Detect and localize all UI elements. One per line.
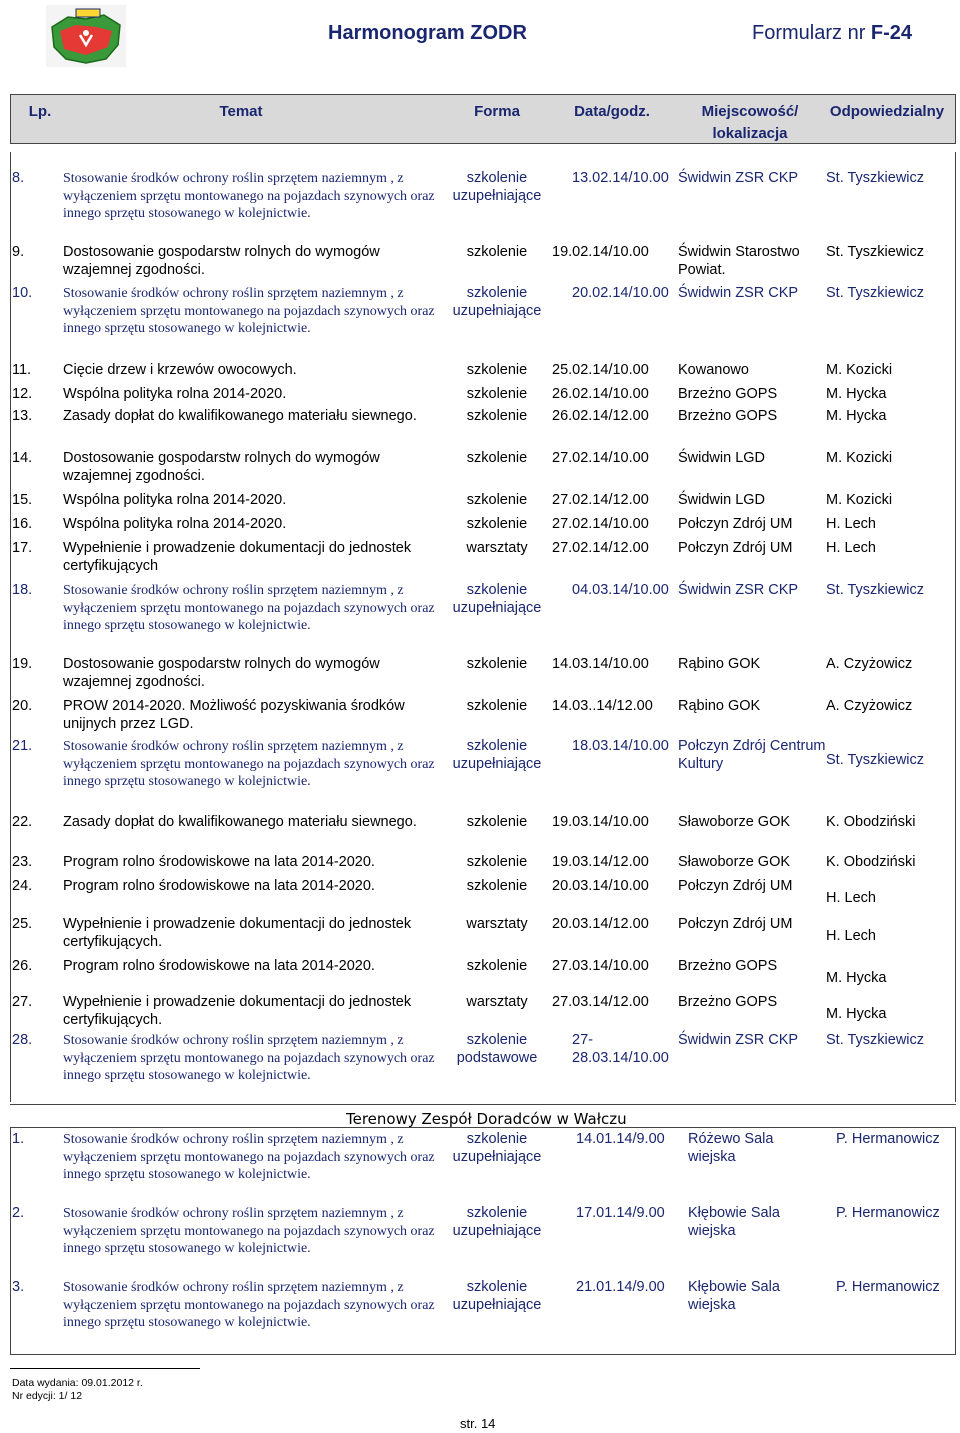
row-location: Świdwin ZSR CKP xyxy=(678,1032,799,1048)
row-topic: Program rolno środowiskowe na lata 2014-2020. xyxy=(63,958,375,974)
row-location: Połczyn Zdrój UM xyxy=(678,916,793,932)
row-location: Kłębowie Sala wiejska xyxy=(688,1205,780,1239)
row-responsible: H. Lech xyxy=(826,928,876,944)
row-form: szkolenie xyxy=(466,814,528,830)
row-number: 23. xyxy=(12,854,33,870)
col-miejsce-line1: Miejscowość/ xyxy=(701,103,799,120)
row-topic: PROW 2014-2020. Możliwość pozyskiwania środków unijnych przez LGD. xyxy=(63,698,405,732)
row-location: Rąbino GOK xyxy=(678,698,761,714)
row-form: szkolenie xyxy=(466,244,528,260)
section-title: Terenowy Zespół Doradców w Wałczu xyxy=(346,1110,627,1128)
row-number: 24. xyxy=(12,878,33,894)
col-miejsce-line2: lokalizacja xyxy=(712,125,788,142)
row-topic: Stosowanie środków ochrony roślin sprzętem naziemnym , z wyłączeniem sprzętu montowanego na pojazdach szynowych oraz innego sprzętu stosowanego w kolejnictwie. xyxy=(63,1033,435,1083)
row-responsible: P. Hermanowicz xyxy=(836,1279,940,1295)
row-responsible: H. Lech xyxy=(826,890,876,906)
row-form: warsztaty xyxy=(466,994,528,1010)
row-location: Świdwin Starostwo Powiat. xyxy=(678,244,800,278)
row-number: 2. xyxy=(12,1205,25,1221)
row-date: 26.02.14/10.00 xyxy=(552,386,649,402)
row-topic: Stosowanie środków ochrony roślin sprzętem naziemnym , z wyłączeniem sprzętu montowanego na pojazdach szynowych oraz innego sprzętu stosowanego w kolejnictwie. xyxy=(63,1132,435,1182)
row-form: szkolenie xyxy=(466,854,528,870)
row-topic: Stosowanie środków ochrony roślin sprzętem naziemnym , z wyłączeniem sprzętu montowanego na pojazdach szynowych oraz innego sprzętu stosowanego w kolejnictwie. xyxy=(63,1280,435,1330)
row-number: 16. xyxy=(12,516,33,532)
row-location: Świdwin ZSR CKP xyxy=(678,170,799,186)
row-topic: Wypełnienie i prowadzenie dokumentacji do jednostek certyfikujących. xyxy=(63,994,412,1028)
row-form: szkolenie xyxy=(466,408,528,424)
row-form: szkolenie xyxy=(466,698,528,714)
form-code: F-24 xyxy=(870,22,913,44)
row-form: szkolenie uzupełniające xyxy=(452,738,542,772)
row-responsible: St. Tyszkiewicz xyxy=(826,170,925,186)
row-topic: Zasady dopłat do kwalifikowanego materiału siewnego. xyxy=(63,408,417,424)
row-form: szkolenie uzupełniające xyxy=(452,1205,542,1239)
row-responsible: St. Tyszkiewicz xyxy=(826,285,925,301)
row-topic: Stosowanie środków ochrony roślin sprzętem naziemnym , z wyłączeniem sprzętu montowanego na pojazdach szynowych oraz innego sprzętu stosowanego w kolejnictwie. xyxy=(63,583,435,633)
row-location: Różewo Sala wiejska xyxy=(688,1131,774,1165)
col-forma: Forma xyxy=(474,103,520,120)
row-date: 25.02.14/10.00 xyxy=(552,362,649,378)
row-date: 14.03.14/10.00 xyxy=(552,656,649,672)
row-responsible: H. Lech xyxy=(826,516,876,532)
form-label: Formularz nr xyxy=(752,22,871,44)
row-date: 27- 28.03.14/10.00 xyxy=(572,1032,669,1066)
document-header xyxy=(10,0,958,70)
row-number: 8. xyxy=(12,170,25,186)
section2-table-body xyxy=(10,1127,956,1355)
row-responsible: M. Kozicki xyxy=(826,492,893,508)
row-topic: Dostosowanie gospodarstw rolnych do wymogów wzajemnej zgodności. xyxy=(63,656,380,690)
row-date: 27.03.14/12.00 xyxy=(552,994,649,1010)
row-responsible: K. Obodziński xyxy=(826,814,916,830)
row-topic: Wspólna polityka rolna 2014-2020. xyxy=(63,516,287,532)
row-number: 10. xyxy=(12,285,33,301)
row-number: 15. xyxy=(12,492,33,508)
row-number: 9. xyxy=(12,244,25,260)
issue-date: Data wydania: 09.01.2012 r. xyxy=(12,1377,143,1389)
row-form: szkolenie xyxy=(466,492,528,508)
row-topic: Program rolno środowiskowe na lata 2014-2020. xyxy=(63,878,375,894)
row-number: 27. xyxy=(12,994,33,1010)
row-number: 20. xyxy=(12,698,33,714)
row-date: 14.01.14/9.00 xyxy=(576,1131,665,1147)
row-topic: Stosowanie środków ochrony roślin sprzętem naziemnym , z wyłączeniem sprzętu montowanego na pojazdach szynowych oraz innego sprzętu stosowanego w kolejnictwie. xyxy=(63,739,435,789)
row-date: 18.03.14/10.00 xyxy=(572,738,669,754)
row-form: szkolenie xyxy=(466,516,528,532)
row-responsible: P. Hermanowicz xyxy=(836,1131,940,1147)
row-form: szkolenie xyxy=(466,656,528,672)
row-responsible: M. Hycka xyxy=(826,1006,887,1022)
row-form: szkolenie xyxy=(466,878,528,894)
row-date: 19.03.14/10.00 xyxy=(552,814,649,830)
row-number: 26. xyxy=(12,958,33,974)
row-location: Świdwin ZSR CKP xyxy=(678,285,799,301)
row-date: 04.03.14/10.00 xyxy=(572,582,669,598)
col-odpowiedzialny: Odpowiedzialny xyxy=(829,103,945,120)
schedule-table-body xyxy=(10,152,956,1102)
row-responsible: K. Obodziński xyxy=(826,854,916,870)
row-form: szkolenie uzupełniające xyxy=(452,1279,542,1313)
row-topic: Wspólna polityka rolna 2014-2020. xyxy=(63,386,287,402)
row-location: Brzeżno GOPS xyxy=(678,994,778,1010)
row-number: 1. xyxy=(12,1131,25,1147)
row-form: szkolenie uzupełniające xyxy=(452,170,542,204)
row-location: Brzeżno GOPS xyxy=(678,386,778,402)
row-topic: Wypełnienie i prowadzenie dokumentacji do jednostek certyfikujących xyxy=(63,540,412,574)
row-location: Sławoborze GOK xyxy=(678,854,791,870)
row-form: warsztaty xyxy=(466,916,528,932)
row-responsible: St. Tyszkiewicz xyxy=(826,582,925,598)
col-lp: Lp. xyxy=(28,103,52,120)
row-number: 25. xyxy=(12,916,33,932)
col-miejsce xyxy=(675,101,825,145)
row-responsible: St. Tyszkiewicz xyxy=(826,1032,925,1048)
row-location: Rąbino GOK xyxy=(678,656,761,672)
row-responsible: H. Lech xyxy=(826,540,876,556)
row-responsible: A. Czyżowicz xyxy=(826,656,913,672)
row-date: 20.03.14/12.00 xyxy=(552,916,649,932)
form-number xyxy=(752,22,912,45)
row-responsible: M. Hycka xyxy=(826,408,887,424)
row-number: 3. xyxy=(12,1279,25,1295)
row-responsible: P. Hermanowicz xyxy=(836,1205,940,1221)
row-location: Brzeżno GOPS xyxy=(678,408,778,424)
row-form: szkolenie xyxy=(466,362,528,378)
row-form: szkolenie podstawowe xyxy=(456,1032,538,1066)
row-location: Połczyn Zdrój UM xyxy=(678,540,793,556)
page-number: str. 14 xyxy=(460,1416,496,1431)
row-number: 12. xyxy=(12,386,33,402)
row-topic: Stosowanie środków ochrony roślin sprzętem naziemnym , z wyłączeniem sprzętu montowanego na pojazdach szynowych oraz innego sprzętu stosowanego w kolejnictwie. xyxy=(63,286,435,336)
row-responsible: A. Czyżowicz xyxy=(826,698,913,714)
row-number: 11. xyxy=(12,362,32,378)
row-topic: Stosowanie środków ochrony roślin sprzętem naziemnym , z wyłączeniem sprzętu montowanego na pojazdach szynowych oraz innego sprzętu stosowanego w kolejnictwie. xyxy=(63,1206,435,1256)
row-topic: Cięcie drzew i krzewów owocowych. xyxy=(63,362,297,378)
row-date: 27.02.14/10.00 xyxy=(552,516,649,532)
section-divider-top xyxy=(10,1104,956,1105)
row-number: 13. xyxy=(12,408,33,424)
row-location: Brzeżno GOPS xyxy=(678,958,778,974)
row-topic: Wypełnienie i prowadzenie dokumentacji do jednostek certyfikujących. xyxy=(63,916,412,950)
row-form: szkolenie uzupełniające xyxy=(452,285,542,319)
row-number: 17. xyxy=(12,540,33,556)
col-temat: Temat xyxy=(219,103,263,120)
row-date: 26.02.14/12.00 xyxy=(552,408,649,424)
row-location: Kowanowo xyxy=(678,362,749,378)
row-number: 14. xyxy=(12,450,33,466)
row-date: 20.03.14/10.00 xyxy=(552,878,649,894)
footer-rule xyxy=(10,1368,200,1369)
edition-number: Nr edycji: 1/ 12 xyxy=(12,1390,83,1402)
table-header xyxy=(10,94,956,144)
row-date: 13.02.14/10.00 xyxy=(572,170,669,186)
row-number: 18. xyxy=(12,582,33,598)
row-form: warsztaty xyxy=(466,540,528,556)
row-form: szkolenie uzupełniające xyxy=(452,582,542,616)
row-location: Połczyn Zdrój Centrum Kultury xyxy=(678,738,826,772)
col-data: Data/godz. xyxy=(574,103,650,120)
row-location: Kłębowie Sala wiejska xyxy=(688,1279,780,1313)
row-date: 27.03.14/10.00 xyxy=(552,958,649,974)
row-location: Świdwin LGD xyxy=(678,450,766,466)
row-form: szkolenie xyxy=(466,450,528,466)
row-number: 19. xyxy=(12,656,33,672)
regional-coat-of-arms-logo xyxy=(46,5,126,67)
row-date: 27.02.14/10.00 xyxy=(552,450,649,466)
row-responsible: M. Kozicki xyxy=(826,362,893,378)
row-location: Świdwin ZSR CKP xyxy=(678,582,799,598)
document-title: Harmonogram ZODR xyxy=(328,22,527,44)
row-responsible: St. Tyszkiewicz xyxy=(826,244,925,260)
row-responsible: St. Tyszkiewicz xyxy=(826,752,925,768)
row-responsible: M. Kozicki xyxy=(826,450,893,466)
row-form: szkolenie uzupełniające xyxy=(452,1131,542,1165)
row-number: 22. xyxy=(12,814,33,830)
row-number: 21. xyxy=(12,738,33,754)
row-form: szkolenie xyxy=(466,386,528,402)
row-date: 27.02.14/12.00 xyxy=(552,492,649,508)
row-responsible: M. Hycka xyxy=(826,386,887,402)
row-date: 21.01.14/9.00 xyxy=(576,1279,665,1295)
row-date: 20.02.14/10.00 xyxy=(572,285,669,301)
row-location: Połczyn Zdrój UM xyxy=(678,878,793,894)
row-topic: Dostosowanie gospodarstw rolnych do wymogów wzajemnej zgodności. xyxy=(63,450,380,484)
row-date: 17.01.14/9.00 xyxy=(576,1205,665,1221)
row-topic: Stosowanie środków ochrony roślin sprzętem naziemnym , z wyłączeniem sprzętu montowanego na pojazdach szynowych oraz innego sprzętu stosowanego w kolejnictwie. xyxy=(63,171,435,221)
row-responsible: M. Hycka xyxy=(826,970,887,986)
row-topic: Wspólna polityka rolna 2014-2020. xyxy=(63,492,287,508)
row-number: 28. xyxy=(12,1032,33,1048)
row-date: 27.02.14/12.00 xyxy=(552,540,649,556)
row-date: 19.02.14/10.00 xyxy=(552,244,649,260)
row-topic: Zasady dopłat do kwalifikowanego materiału siewnego. xyxy=(63,814,417,830)
row-date: 19.03.14/12.00 xyxy=(552,854,649,870)
row-topic: Dostosowanie gospodarstw rolnych do wymogów wzajemnej zgodności. xyxy=(63,244,380,278)
row-location: Sławoborze GOK xyxy=(678,814,791,830)
row-location: Świdwin LGD xyxy=(678,492,766,508)
row-form: szkolenie xyxy=(466,958,528,974)
row-topic: Program rolno środowiskowe na lata 2014-2020. xyxy=(63,854,375,870)
row-date: 14.03..14/12.00 xyxy=(552,698,653,714)
row-location: Połczyn Zdrój UM xyxy=(678,516,793,532)
